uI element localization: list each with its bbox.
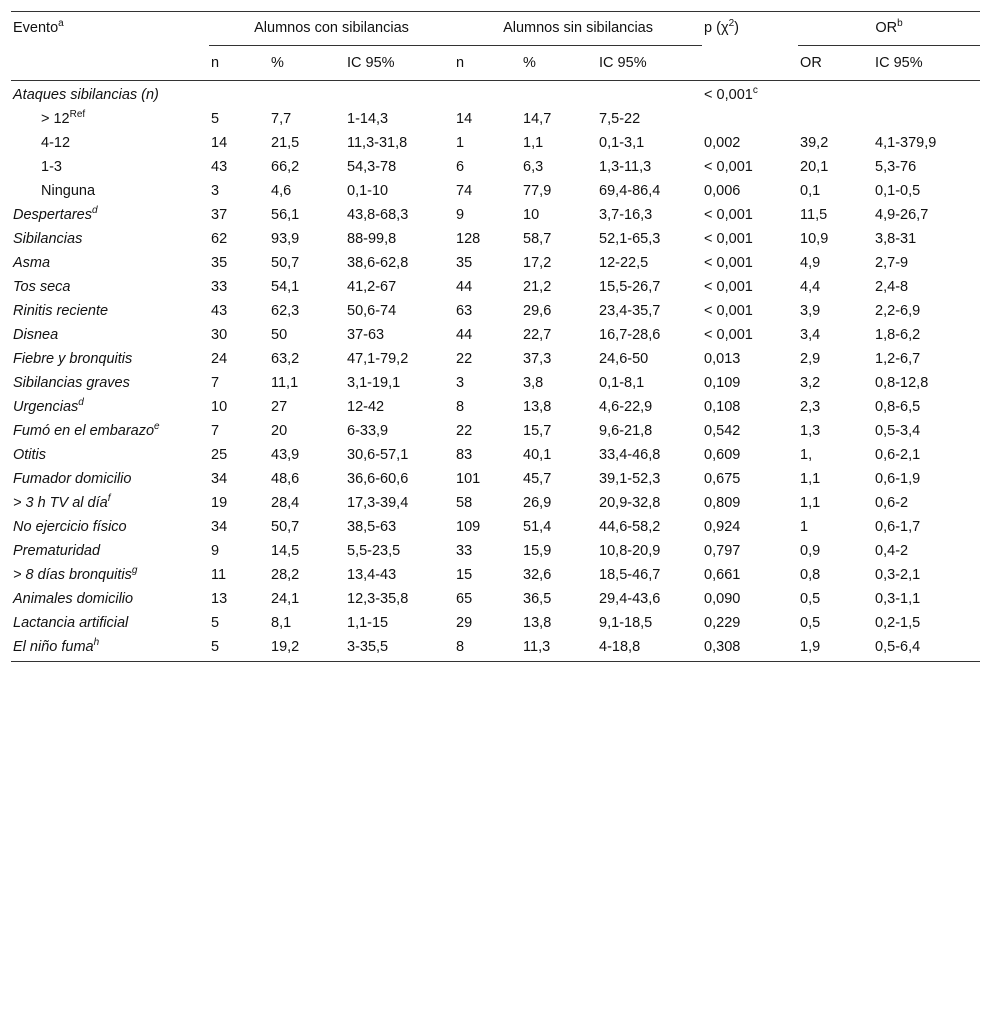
row-label: Rinitis reciente: [13, 303, 109, 319]
cell-ci1: 88-99,8: [347, 231, 397, 247]
cell-n1: 5: [209, 637, 269, 662]
table-row: [11, 109, 980, 133]
cell-n1: 5: [211, 615, 220, 631]
cell-ci-or: 4,9-26,7: [875, 207, 929, 223]
cell-or: 11,5: [800, 207, 828, 223]
cell-p1: 48,6: [271, 471, 300, 487]
cell-ci2: 3,7-16,3: [599, 207, 653, 223]
table-row: [11, 253, 980, 277]
cell-n2: 128: [456, 231, 481, 247]
cell-ci2: 4,6-22,9: [599, 399, 653, 415]
cell-ci2: 29,4-43,6: [599, 591, 661, 607]
cell-p2: 22,7: [523, 327, 552, 343]
cell-p1: 8,1: [271, 615, 292, 631]
table-row: [11, 397, 980, 421]
cell-p: 0,308: [702, 637, 798, 662]
cell-p1: 63,2: [271, 351, 300, 367]
cell-p1: 24,1: [271, 591, 300, 607]
cell-or: 2,3: [800, 399, 821, 415]
cell-n2: 35: [456, 255, 473, 271]
cell-or: 3,2: [800, 375, 821, 391]
cell-p: [702, 109, 798, 133]
cell-n2: [454, 81, 521, 110]
cell-or: 0,1: [800, 183, 821, 199]
row-label: Asma: [13, 255, 51, 271]
cell-ci2: 69,4-86,4: [599, 183, 661, 199]
cell-n2: 9: [456, 207, 465, 223]
cell-p2: 21,2: [523, 279, 552, 295]
cell-p2: 15,9: [523, 543, 552, 559]
cell-or: 1: [800, 519, 809, 535]
cell-p1: 50,7: [271, 519, 300, 535]
cell-p2: 10: [523, 207, 540, 223]
cell-ci1: 1-14,3: [347, 111, 389, 127]
cell-p: 0,002: [704, 135, 741, 151]
cell-ci1: 3,1-19,1: [347, 375, 401, 391]
cell-or: 20,1: [800, 159, 829, 175]
cell-ci-or: 1,2-6,7: [875, 351, 921, 367]
cell-ci1: 38,6-62,8: [347, 255, 409, 271]
cell-n2: 109: [456, 519, 481, 535]
cell-ci-or: [873, 81, 980, 110]
cell-or: 10,9: [800, 231, 829, 247]
cell-ci2: 1,3-11,3: [599, 159, 652, 175]
row-label: Urgencias$^d$: [13, 397, 84, 415]
cell-ci-or: 0,4-2: [875, 543, 909, 559]
row-label: 1-3: [41, 159, 62, 175]
cell-p: 0,006: [704, 183, 741, 199]
cell-ci-or: 0,6-1,7: [875, 519, 921, 535]
cell-n1: 43: [211, 159, 228, 175]
cell-ci-or: 0,6-1,9: [875, 471, 921, 487]
table-row: [11, 157, 980, 181]
cell-p: < 0,001$^c$: [704, 85, 758, 103]
cell-p: 0,609: [704, 447, 741, 463]
row-label: Prematuridad: [13, 543, 101, 559]
cell-n2: 33: [456, 543, 473, 559]
cell-p: 0,924: [704, 519, 741, 535]
cell-ci-or: 1,8-6,2: [875, 327, 921, 343]
cell-p: 0,108: [704, 399, 741, 415]
sub-header-or: OR: [798, 46, 873, 81]
cell-n1: 43: [211, 303, 228, 319]
cell-ci-or: 0,6-2,1: [875, 447, 921, 463]
cell-ci2: 33,4-46,8: [599, 447, 661, 463]
cell-ci-or: 4,1-379,9: [875, 135, 937, 151]
cell-ci2: 0,1-3,1: [599, 135, 645, 151]
cell-or: 1,: [800, 447, 813, 463]
cell-n1: 33: [211, 279, 228, 295]
cell-p2: 13,8: [523, 615, 552, 631]
cell-ci-or: 0,8-6,5: [875, 399, 921, 415]
cell-p: 0,542: [704, 423, 741, 439]
cell-ci2: [597, 81, 702, 110]
cell-or: 0,8: [800, 567, 821, 583]
cell-p2: 45,7: [523, 471, 552, 487]
cell-n1: 10: [211, 399, 228, 415]
cell-n2: 44: [456, 327, 473, 343]
cell-n2: 44: [456, 279, 473, 295]
cell-ci2: 23,4-35,7: [599, 303, 661, 319]
cell-ci2: 20,9-32,8: [599, 495, 661, 511]
cell-p1: 20: [271, 423, 288, 439]
table-row: [11, 541, 980, 565]
sub-header-ci: IC 95%: [597, 46, 702, 81]
row-label: El niño fuma$^h$: [11, 637, 209, 662]
cell-p: 0,090: [704, 591, 741, 607]
cell-ci1: 54,3-78: [347, 159, 397, 175]
cell-ci-or: 0,1-0,5: [875, 183, 921, 199]
cell-p2: 77,9: [523, 183, 552, 199]
row-label: Fumó en el embarazo$^e$: [13, 421, 160, 439]
cell-n1: 5: [211, 111, 220, 127]
cell-ci2: 52,1-65,3: [599, 231, 661, 247]
table-row: [11, 81, 980, 110]
cell-p: 0,809: [704, 495, 741, 511]
cell-p: 0,109: [704, 375, 741, 391]
cell-p1: 56,1: [271, 207, 300, 223]
cell-ci-or: 0,3-2,1: [875, 567, 921, 583]
cell-p1: 7,7: [271, 111, 292, 127]
cell-or: 0,9: [800, 543, 821, 559]
cell-n2: 65: [456, 591, 473, 607]
cell-ci1: 0,1-10: [347, 183, 389, 199]
cell-ci2: 15,5-26,7: [599, 279, 661, 295]
p-value-header: p $(\chi^2)$: [702, 12, 798, 81]
cell-ci1: [345, 81, 454, 110]
cell-p2: 36,5: [523, 591, 552, 607]
cell-or: 4,9: [800, 255, 821, 271]
cell-p: < 0,001: [704, 303, 753, 319]
cell-ci1: 3-35,5: [345, 637, 454, 662]
cell-p1: 27: [271, 399, 288, 415]
cell-n1: 19: [211, 495, 228, 511]
row-label: Fumador domicilio: [13, 471, 132, 487]
group-without-header: Alumnos sin sibilancias: [454, 12, 702, 46]
cell-ci1: 50,6-74: [347, 303, 397, 319]
cell-p: < 0,001: [704, 231, 753, 247]
cell-ci2: 9,1-18,5: [599, 615, 653, 631]
cell-n2: 63: [456, 303, 473, 319]
row-label: > 3 h TV al día$^f$: [13, 493, 111, 511]
cell-p2: 1,1: [523, 135, 544, 151]
cell-p: < 0,001: [704, 159, 753, 175]
cell-ci2: 39,1-52,3: [599, 471, 661, 487]
cell-p: 0,675: [704, 471, 741, 487]
event-header: Evento$^a$: [11, 12, 209, 81]
cell-n2: 101: [456, 471, 481, 487]
cell-ci2: 12-22,5: [599, 255, 649, 271]
cell-ci-or: 3,8-31: [875, 231, 917, 247]
row-label: Sibilancias graves: [13, 375, 130, 391]
cell-ci2: 24,6-50: [599, 351, 649, 367]
cell-p2: 58,7: [523, 231, 552, 247]
table-row: [11, 133, 980, 157]
row-label: Tos seca: [13, 279, 71, 295]
cell-p1: 50,7: [271, 255, 300, 271]
cell-ci1: 43,8-68,3: [347, 207, 409, 223]
table-row: [11, 589, 980, 613]
cell-or: 2,9: [800, 351, 821, 367]
cell-ci-or: 0,3-1,1: [875, 591, 921, 607]
row-label: Ninguna: [41, 183, 96, 199]
header-row-top: [11, 12, 980, 46]
cell-ci-or: 2,2-6,9: [875, 303, 921, 319]
cell-p1: 54,1: [271, 279, 300, 295]
cell-ci1: 11,3-31,8: [347, 135, 408, 151]
cell-n1: 14: [211, 135, 228, 151]
cell-p: 0,661: [704, 567, 741, 583]
cell-ci-or: 0,2-1,5: [875, 615, 921, 631]
cell-ci2: 0,1-8,1: [599, 375, 645, 391]
cell-n1: 30: [211, 327, 228, 343]
cell-p1: 21,5: [271, 135, 300, 151]
cell-p2: 37,3: [523, 351, 552, 367]
cell-or: 0,5: [800, 615, 821, 631]
cell-n1: 35: [211, 255, 228, 271]
cell-p2: 15,7: [523, 423, 552, 439]
cell-p: 0,797: [704, 543, 741, 559]
cell-p: 0,229: [704, 615, 741, 631]
cell-p1: 4,6: [271, 183, 292, 199]
cell-n1: 62: [211, 231, 228, 247]
cell-n1: [209, 81, 269, 110]
cell-n2: 22: [456, 423, 473, 439]
cell-or: 0,5: [800, 591, 821, 607]
cell-p2: 3,8: [523, 375, 544, 391]
cell-ci2: 16,7-28,6: [599, 327, 661, 343]
cell-n1: 11: [211, 567, 227, 583]
cell-n2: 8: [456, 399, 465, 415]
results-table: [11, 11, 980, 662]
cell-ci1: 12-42: [347, 399, 385, 415]
cell-p2: 29,6: [523, 303, 552, 319]
cell-n1: 13: [211, 591, 228, 607]
cell-ci1: 37-63: [347, 327, 385, 343]
row-label: Disnea: [13, 327, 59, 343]
cell-ci1: 1,1-15: [347, 615, 389, 631]
cell-n1: 34: [211, 519, 228, 535]
cell-n2: 1: [456, 135, 465, 151]
cell-p2: 26,9: [523, 495, 552, 511]
cell-n1: 7: [211, 375, 220, 391]
cell-n2: 58: [456, 495, 473, 511]
cell-ci1: 36,6-60,6: [347, 471, 409, 487]
cell-or: 4,4: [800, 279, 821, 295]
cell-n2: 15: [456, 567, 473, 583]
cell-ci-or: 0,6-2: [875, 495, 909, 511]
table-row: [11, 445, 980, 469]
cell-p1: [269, 81, 345, 110]
cell-ci-or: 2,7-9: [875, 255, 909, 271]
cell-n1: 25: [211, 447, 228, 463]
cell-or: 1,3: [800, 423, 821, 439]
cell-n2: 8: [454, 637, 521, 662]
cell-ci2: 44,6-58,2: [599, 519, 661, 535]
cell-p2: 14,7: [523, 111, 552, 127]
group-with-header: Alumnos con sibilancias: [209, 12, 454, 46]
cell-ci1: 30,6-57,1: [347, 447, 409, 463]
cell-p: < 0,001: [704, 327, 753, 343]
table-row: [11, 373, 980, 397]
sub-header-pct: %: [269, 46, 345, 81]
cell-or: [798, 109, 873, 133]
table-row: [11, 517, 980, 541]
cell-ci-or: [873, 109, 980, 133]
row-label: Ataques sibilancias (n): [13, 87, 159, 103]
cell-p2: 13,8: [523, 399, 552, 415]
table-row: [11, 229, 980, 253]
cell-n1: 3: [211, 183, 220, 199]
cell-p1: 19,2: [269, 637, 345, 662]
cell-n2: 14: [456, 111, 473, 127]
row-label: Sibilancias: [13, 231, 83, 247]
cell-n2: 22: [456, 351, 473, 367]
sub-header-ci: IC 95%: [345, 46, 454, 81]
cell-ci1: 17,3-39,4: [347, 495, 409, 511]
cell-or: 1,1: [800, 495, 821, 511]
cell-p2: 40,1: [523, 447, 552, 463]
cell-p1: 93,9: [271, 231, 300, 247]
cell-p2: 51,4: [523, 519, 552, 535]
table-row: [11, 493, 980, 517]
table-row: [11, 565, 980, 589]
cell-ci1: 6-33,9: [347, 423, 389, 439]
cell-n1: 9: [211, 543, 220, 559]
row-label: Fiebre y bronquitis: [13, 351, 133, 367]
cell-ci2: 18,5-46,7: [599, 567, 661, 583]
cell-p1: 50: [271, 327, 288, 343]
table-row: [11, 349, 980, 373]
table-row: [11, 301, 980, 325]
table-row: [11, 469, 980, 493]
or-header: $OR^b$: [798, 12, 980, 46]
sub-header-n: n: [209, 46, 269, 81]
sub-header-pct: %: [521, 46, 597, 81]
cell-n1: 7: [211, 423, 220, 439]
cell-n2: 3: [456, 375, 465, 391]
cell-n2: 6: [456, 159, 465, 175]
cell-n1: 37: [211, 207, 228, 223]
cell-p2: 6,3: [523, 159, 544, 175]
cell-p: 0,013: [704, 351, 741, 367]
table-row: [11, 205, 980, 229]
cell-or: 3,9: [800, 303, 821, 319]
row-label: 4-12: [41, 135, 71, 151]
cell-ci1: 38,5-63: [347, 519, 397, 535]
table-row: [11, 421, 980, 445]
cell-ci2: 4-18,8: [597, 637, 702, 662]
cell-n2: 83: [456, 447, 473, 463]
table-row: [11, 181, 980, 205]
cell-p: < 0,001: [704, 279, 753, 295]
cell-p1: 28,2: [271, 567, 300, 583]
cell-p2: [521, 81, 597, 110]
cell-p: < 0,001: [704, 207, 753, 223]
cell-p2: 11,3: [521, 637, 597, 662]
cell-p1: 11,1: [271, 375, 299, 391]
cell-n2: 29: [456, 615, 473, 631]
cell-or: [798, 81, 873, 110]
cell-ci1: 13,4-43: [347, 567, 397, 583]
row-label: > 8 días bronquitis$^g$: [13, 565, 138, 583]
cell-ci1: 41,2-67: [347, 279, 397, 295]
cell-ci1: 12,3-35,8: [347, 591, 409, 607]
table-row: [11, 637, 980, 662]
sub-header-n: n: [454, 46, 521, 81]
cell-or: 3,4: [800, 327, 821, 343]
cell-p1: 66,2: [271, 159, 300, 175]
cell-or: 1,9: [798, 637, 873, 662]
cell-or: 1,1: [800, 471, 821, 487]
cell-p2: 32,6: [523, 567, 552, 583]
cell-ci1: 47,1-79,2: [347, 351, 409, 367]
row-label: Animales domicilio: [13, 591, 134, 607]
cell-ci2: 9,6-21,8: [599, 423, 653, 439]
cell-ci-or: 2,4-8: [875, 279, 909, 295]
cell-or: 39,2: [800, 135, 829, 151]
row-label: Otitis: [13, 447, 47, 463]
cell-ci-or: 0,5-3,4: [875, 423, 921, 439]
cell-ci1: 5,5-23,5: [347, 543, 401, 559]
row-label: Despertares$^d$: [13, 205, 98, 223]
cell-n2: 74: [456, 183, 473, 199]
table-row: [11, 277, 980, 301]
cell-n1: 24: [211, 351, 228, 367]
cell-p1: 43,9: [271, 447, 300, 463]
cell-p1: 28,4: [271, 495, 300, 511]
table-row: [11, 325, 980, 349]
cell-ci-or: 5,3-76: [875, 159, 917, 175]
sub-header-ci: IC 95%: [873, 46, 980, 81]
table-row: [11, 613, 980, 637]
row-label: > $12^{Ref}$: [41, 109, 86, 127]
row-label: Lactancia artificial: [13, 615, 129, 631]
cell-ci-or: 0,8-12,8: [875, 375, 929, 391]
cell-p2: 17,2: [523, 255, 552, 271]
cell-ci2: 10,8-20,9: [599, 543, 661, 559]
row-label: No ejercicio físico: [13, 519, 127, 535]
cell-p1: 14,5: [271, 543, 300, 559]
cell-ci-or: 0,5-6,4: [873, 637, 980, 662]
cell-n1: 34: [211, 471, 228, 487]
cell-p: < 0,001: [704, 255, 753, 271]
cell-ci2: 7,5-22: [599, 111, 641, 127]
cell-p1: 62,3: [271, 303, 300, 319]
